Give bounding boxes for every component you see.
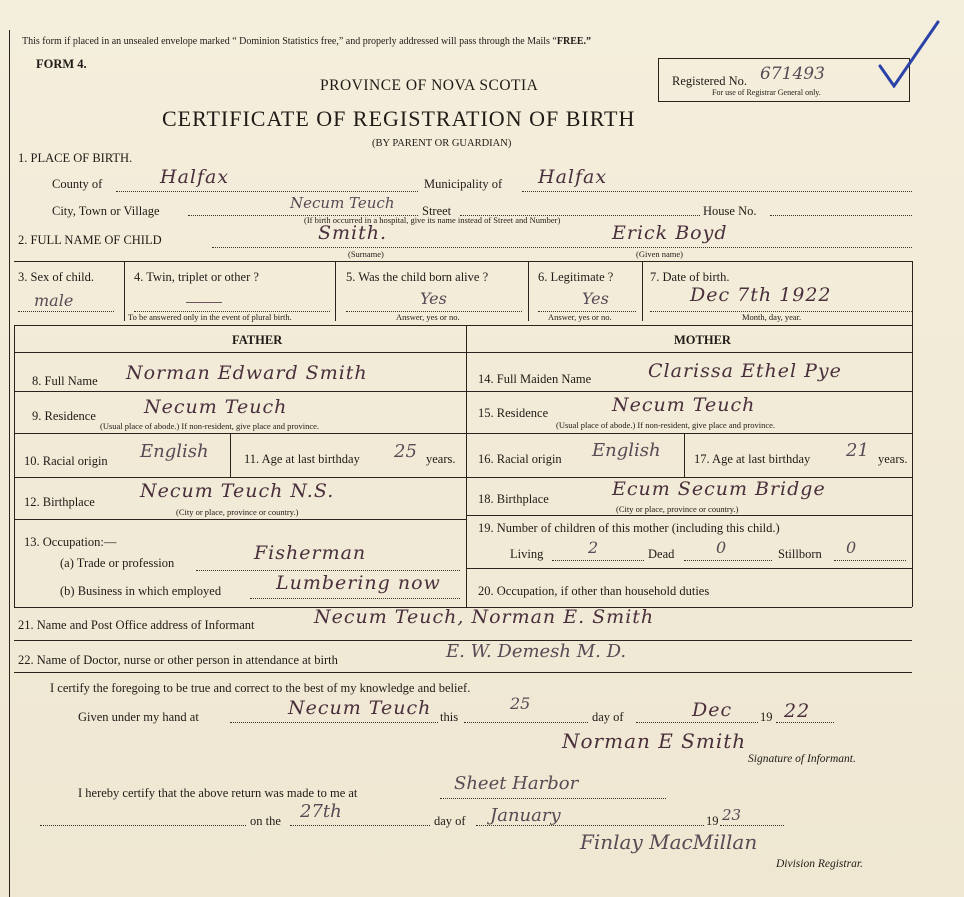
mother-heading: MOTHER xyxy=(674,333,731,347)
registrar-year-value: 23 xyxy=(722,806,742,824)
certificate-title: CERTIFICATE OF REGISTRATION OF BIRTH xyxy=(162,106,636,131)
mother-birthplace-value: Ecum Secum Bridge xyxy=(612,478,826,500)
informant-signature: Norman E Smith xyxy=(562,729,747,753)
father-residence-label: 9. Residence xyxy=(32,409,96,423)
rule xyxy=(14,261,912,262)
mother-age-value: 21 xyxy=(846,440,869,461)
given-under-label: Given under my hand at xyxy=(78,710,199,724)
mail-notice: This form if placed in an unsealed envelope marked “ Dominion Statistics free,” and properly addressed will pass through the Mails “FREE.” xyxy=(22,36,592,47)
month-line xyxy=(636,722,758,723)
registrar-day-value: 27th xyxy=(300,801,342,822)
father-residence-value: Necum Teuch xyxy=(144,396,288,418)
living-value: 2 xyxy=(588,538,599,557)
mother-age-unit: years. xyxy=(878,452,908,466)
mother-age-label: 17. Age at last birthday xyxy=(694,452,811,466)
rule xyxy=(466,568,912,569)
day-line xyxy=(464,722,588,723)
doctor-value: E. W. Demesh M. D. xyxy=(446,641,627,662)
mother-racial-label: 16. Racial origin xyxy=(478,452,562,466)
rule xyxy=(14,391,466,392)
father-racial-value: English xyxy=(140,441,209,462)
divider xyxy=(230,433,231,477)
registration-label: Registered No. xyxy=(672,74,747,88)
municipality-value: Halfax xyxy=(538,166,608,188)
checkmark-icon xyxy=(872,18,942,88)
child-name-label: 2. FULL NAME OF CHILD xyxy=(18,233,162,247)
province-title: PROVINCE OF NOVA SCOTIA xyxy=(320,77,539,94)
certify-text: I certify the foregoing to be true and correct to the best of my knowledge and belief. xyxy=(50,681,471,695)
rule xyxy=(14,672,912,673)
street-label: Street xyxy=(422,204,452,218)
rule xyxy=(14,325,912,326)
divider xyxy=(124,261,125,321)
father-name-label: 8. Full Name xyxy=(32,374,98,388)
stillborn-line xyxy=(834,560,906,561)
date-value: Dec 7th 1922 xyxy=(690,284,832,306)
business-line xyxy=(250,598,460,599)
frame-middle xyxy=(466,325,467,607)
alive-value: Yes xyxy=(420,289,447,308)
cert-year-value: 22 xyxy=(784,700,811,722)
father-birthplace-note: (City or place, province or country.) xyxy=(176,507,299,517)
certificate-subtitle: (BY PARENT OR GUARDIAN) xyxy=(372,138,512,149)
year-line xyxy=(776,722,834,723)
mother-name-value: Clarissa Ethel Pye xyxy=(648,360,842,382)
informant-value: Necum Teuch, Norman E. Smith xyxy=(314,606,655,628)
business-value: Lumbering now xyxy=(276,572,441,594)
twin-dash xyxy=(186,302,222,303)
divider xyxy=(642,261,643,321)
day-of-label: day of xyxy=(592,710,624,724)
sex-line xyxy=(18,311,114,312)
hospital-note: (If birth occurred in a hospital, give its name instead of Street and Number) xyxy=(304,215,561,225)
legitimate-note: Answer, yes or no. xyxy=(548,312,612,322)
left-border xyxy=(9,30,10,897)
this-label: this xyxy=(440,710,459,724)
date-note: Month, day, year. xyxy=(742,312,802,322)
occupation-heading: 13. Occupation:— xyxy=(24,535,117,549)
dead-label: Dead xyxy=(648,547,675,561)
divider xyxy=(528,261,529,321)
given-name-note: (Given name) xyxy=(636,249,683,259)
child-surname: Smith. xyxy=(318,222,388,244)
divider xyxy=(335,261,336,321)
sex-value: male xyxy=(34,291,74,310)
alive-note: Answer, yes or no. xyxy=(396,312,460,322)
county-value: Halfax xyxy=(160,166,230,188)
registrar-leader-line xyxy=(40,825,246,826)
father-heading: FATHER xyxy=(232,333,283,347)
business-label: (b) Business in which employed xyxy=(60,584,222,598)
given-place-line xyxy=(230,722,438,723)
doctor-label: 22. Name of Doctor, nurse or other person in attendance at birth xyxy=(18,653,338,667)
child-given-name: Erick Boyd xyxy=(612,222,728,244)
twin-note: To be answered only in the event of plural birth. xyxy=(128,312,292,322)
mother-racial-value: English xyxy=(592,440,661,461)
date-label: 7. Date of birth. xyxy=(650,270,730,284)
surname-note: (Surname) xyxy=(348,249,384,259)
stillborn-label: Stillborn xyxy=(778,547,822,561)
living-label: Living xyxy=(510,547,544,561)
house-label: House No. xyxy=(703,204,757,218)
alive-label: 5. Was the child born alive ? xyxy=(346,270,489,284)
trade-label: (a) Trade or profession xyxy=(60,556,175,570)
informant-signature-label: Signature of Informant. xyxy=(748,753,856,765)
free-label: FREE.” xyxy=(556,36,592,47)
place-of-birth-heading: 1. PLACE OF BIRTH. xyxy=(18,151,133,165)
mother-residence-label: 15. Residence xyxy=(478,406,549,420)
dead-line xyxy=(684,560,772,561)
frame-left xyxy=(14,325,15,607)
registrar-year-prefix: 19 xyxy=(706,814,719,828)
informant-label: 21. Name and Post Office address of Informant xyxy=(18,618,255,632)
cert-month-value: Dec xyxy=(692,699,733,721)
registrar-day-of-label: day of xyxy=(434,814,466,828)
child-name-line xyxy=(212,247,912,248)
rule xyxy=(466,391,912,392)
year-prefix: 19 xyxy=(760,710,773,724)
children-label: 19. Number of children of this mother (including this child.) xyxy=(478,521,780,535)
house-line xyxy=(770,215,912,216)
registrar-place-line xyxy=(440,798,666,799)
father-birthplace-value: Necum Teuch N.S. xyxy=(140,480,335,502)
registration-number: 671493 xyxy=(760,64,825,84)
county-line xyxy=(116,191,418,192)
on-the-label: on the xyxy=(250,814,281,828)
legitimate-value: Yes xyxy=(582,289,609,308)
father-name-value: Norman Edward Smith xyxy=(126,362,368,384)
father-age-value: 25 xyxy=(394,441,417,462)
registrar-certify-text: I hereby certify that the above return was made to me at xyxy=(78,786,358,800)
rule xyxy=(14,352,912,353)
registrar-place-value: Sheet Harbor xyxy=(454,773,579,794)
registrar-year-line xyxy=(720,825,784,826)
legitimate-label: 6. Legitimate ? xyxy=(538,270,614,284)
mother-residence-note: (Usual place of abode.) If non-resident, give place and province. xyxy=(556,420,776,430)
sex-label: 3. Sex of child. xyxy=(18,270,95,284)
registrar-signature: Finlay MacMillan xyxy=(580,830,758,854)
father-residence-note: (Usual place of abode.) If non-resident, give place and province. xyxy=(100,421,320,431)
municipality-label: Municipality of xyxy=(424,177,503,191)
mother-residence-value: Necum Teuch xyxy=(612,394,756,416)
rule xyxy=(14,433,466,434)
mother-occupation-label: 20. Occupation, if other than household duties xyxy=(478,584,710,598)
rule xyxy=(14,519,466,520)
stillborn-value: 0 xyxy=(846,538,857,557)
divider xyxy=(684,433,685,477)
trade-line xyxy=(196,570,460,571)
cert-day-value: 25 xyxy=(510,694,531,713)
registration-note: For use of Registrar General only. xyxy=(712,88,821,97)
mother-name-label: 14. Full Maiden Name xyxy=(478,372,592,386)
form-number: FORM 4. xyxy=(36,57,87,71)
given-place-value: Necum Teuch xyxy=(288,697,432,719)
rule xyxy=(466,515,912,516)
mother-birthplace-label: 18. Birthplace xyxy=(478,492,549,506)
registrar-month-value: January xyxy=(490,805,561,826)
municipality-line xyxy=(522,191,912,192)
city-value: Necum Teuch xyxy=(290,194,395,212)
father-age-label: 11. Age at last birthday xyxy=(244,452,360,466)
father-birthplace-label: 12. Birthplace xyxy=(24,495,95,509)
living-line xyxy=(552,560,644,561)
rule xyxy=(14,477,466,478)
mother-birthplace-note: (City or place, province or country.) xyxy=(616,504,739,514)
father-age-unit: years. xyxy=(426,452,456,466)
frame-right xyxy=(912,261,913,607)
county-label: County of xyxy=(52,177,103,191)
rule xyxy=(466,433,912,434)
city-label: City, Town or Village xyxy=(52,204,160,218)
dead-value: 0 xyxy=(716,538,727,557)
registrar-signature-label: Division Registrar. xyxy=(776,858,863,870)
twin-label: 4. Twin, triplet or other ? xyxy=(134,270,259,284)
registrar-day-line xyxy=(290,825,430,826)
father-racial-label: 10. Racial origin xyxy=(24,454,108,468)
trade-value: Fisherman xyxy=(254,542,367,564)
